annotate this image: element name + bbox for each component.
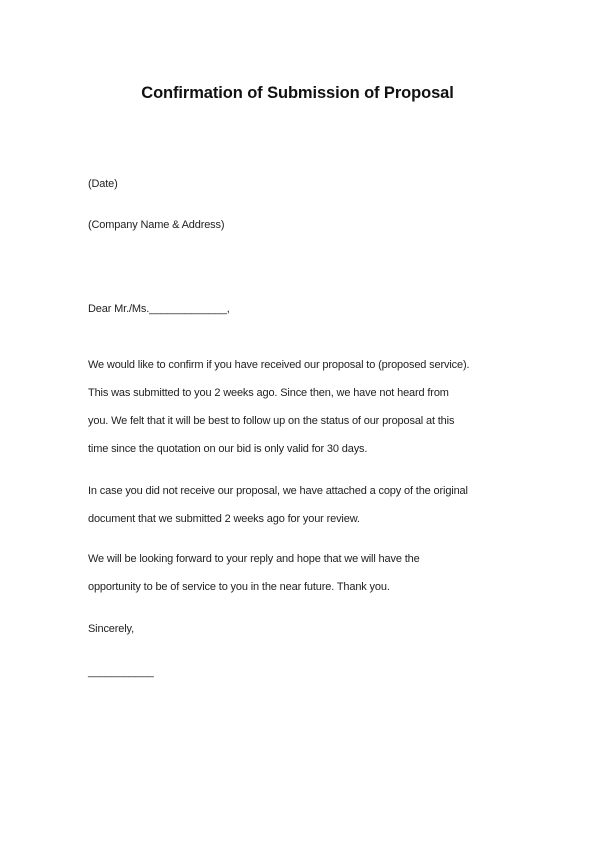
paragraph-3-line-2: opportunity to be of service to you in the near future. Thank you. [88, 581, 390, 593]
date-placeholder: (Date) [88, 178, 118, 190]
paragraph-1-line-3: you. We felt that it will be best to follow up on the status of our proposal at this [88, 415, 455, 427]
paragraph-1-line-2: This was submitted to you 2 weeks ago. Since then, we have not heard from [88, 387, 449, 399]
salutation: Dear Mr./Ms._____________, [88, 303, 230, 315]
paragraph-1-line-4: time since the quotation on our bid is only valid for 30 days. [88, 443, 368, 455]
paragraph-2-line-1: In case you did not receive our proposal, we have attached a copy of the original [88, 485, 468, 497]
page-title: Confirmation of Submission of Proposal [141, 84, 454, 102]
paragraph-3-line-1: We will be looking forward to your reply and hope that we will have the [88, 553, 420, 565]
company-placeholder: (Company Name & Address) [88, 219, 225, 231]
paragraph-1-line-1: We would like to confirm if you have received our proposal to (proposed service). [88, 359, 470, 371]
signature-line: ___________ [88, 666, 154, 678]
closing: Sincerely, [88, 623, 134, 635]
paragraph-2-line-2: document that we submitted 2 weeks ago for your review. [88, 513, 360, 525]
